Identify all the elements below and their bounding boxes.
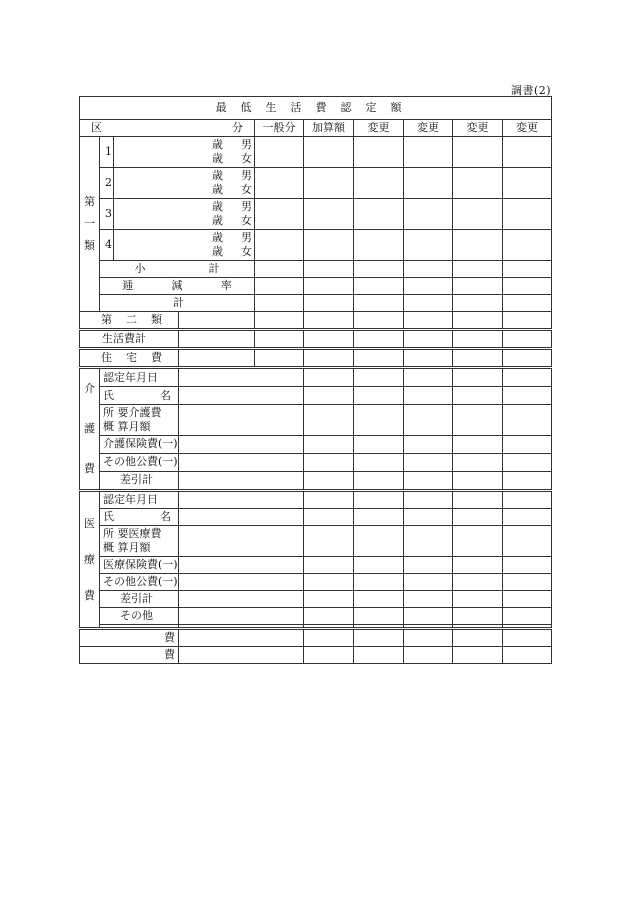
subtotal-row (80, 261, 552, 278)
table-title: 最低生活費認定額 (80, 97, 552, 120)
kaigo-name-row (80, 387, 552, 405)
reduction-rate-row (80, 278, 552, 295)
iryo-other-label: その他 (100, 608, 179, 625)
iryo-other-public-label: その他公費(一) (100, 574, 179, 591)
kaigo-name-label: 氏 名 (100, 387, 179, 405)
column-header-row (80, 120, 552, 137)
general-header: 一般分 (255, 120, 304, 137)
reduction-rate-label: 逓 減 率 (100, 278, 255, 295)
age-sex-cell: 歳 男 歳 女 (114, 199, 255, 230)
age-sex-cell: 歳 男 歳 女 (114, 168, 255, 199)
footer-cost-label: 費 (80, 629, 179, 647)
footer-row (80, 647, 552, 664)
person-number: 2 (100, 168, 114, 199)
person-row (80, 199, 552, 230)
dai2-label: 第 二 類 (80, 312, 179, 330)
person-row (80, 137, 552, 168)
iryo-net-label: 差引計 (100, 591, 179, 608)
kaigo-insurance-row (80, 435, 552, 453)
iryo-other-public-row (80, 574, 552, 591)
kaigo-cert-date-label: 認定年月日 (100, 368, 179, 387)
dai1-total-row (80, 295, 552, 312)
footer-cost-label: 費 (80, 647, 179, 664)
person-row (80, 168, 552, 199)
age-sex-cell: 歳 男 歳 女 (114, 230, 255, 261)
kaigo-net-label: 差引計 (100, 471, 179, 490)
dai2-row (80, 312, 552, 330)
kaigo-net-row (80, 471, 552, 490)
living-total-row (80, 330, 552, 349)
iryo-cert-date-label: 認定年月日 (100, 491, 179, 509)
change-header-2: 変更 (404, 120, 453, 137)
housing-row (80, 349, 552, 368)
document-reference: 調書(2) (511, 84, 552, 97)
kaigo-other-public-row (80, 453, 552, 471)
footer-row (80, 629, 552, 647)
dai1-total-label: 計 (100, 295, 255, 312)
change-header-3: 変更 (453, 120, 503, 137)
iryo-insurance-label: 医療保険費(一) (100, 557, 179, 574)
iryo-other-row (80, 608, 552, 625)
iryo-name-label: 氏 名 (100, 509, 179, 526)
kaigo-cert-date-row (80, 368, 552, 387)
kaigo-insurance-label: 介護保険費(一) (100, 435, 179, 453)
person-number: 4 (100, 230, 114, 261)
kaigo-required-label: 所 要介護費 概 算月額 (100, 405, 179, 436)
iryo-net-row (80, 591, 552, 608)
iryo-cert-date-row (80, 491, 552, 509)
change-header-4: 変更 (503, 120, 552, 137)
dai1-label: 第 一 類 (80, 137, 100, 312)
person-number: 1 (100, 137, 114, 168)
subtotal-label: 小 計 (100, 261, 255, 278)
kaigo-label: 介 護 費 (80, 368, 100, 491)
kaigo-required-row (80, 405, 552, 436)
living-total-label: 生活費計 (80, 330, 179, 349)
person-row (80, 230, 552, 261)
housing-label: 住 宅 費 (80, 349, 179, 368)
iryo-insurance-row (80, 557, 552, 574)
age-sex-cell: 歳 男 歳 女 (114, 137, 255, 168)
addition-header: 加算額 (304, 120, 354, 137)
change-header-1: 変更 (354, 120, 404, 137)
iryo-required-row (80, 526, 552, 557)
iryo-label: 医 療 費 (80, 491, 100, 629)
person-number: 3 (100, 199, 114, 230)
iryo-required-label: 所 要医療費 概 算月額 (100, 526, 179, 557)
kubun-header: 区 分 (80, 120, 255, 137)
kaigo-other-public-label: その他公費(一) (100, 453, 179, 471)
iryo-name-row (80, 509, 552, 526)
minimum-living-cost-table (79, 96, 552, 664)
